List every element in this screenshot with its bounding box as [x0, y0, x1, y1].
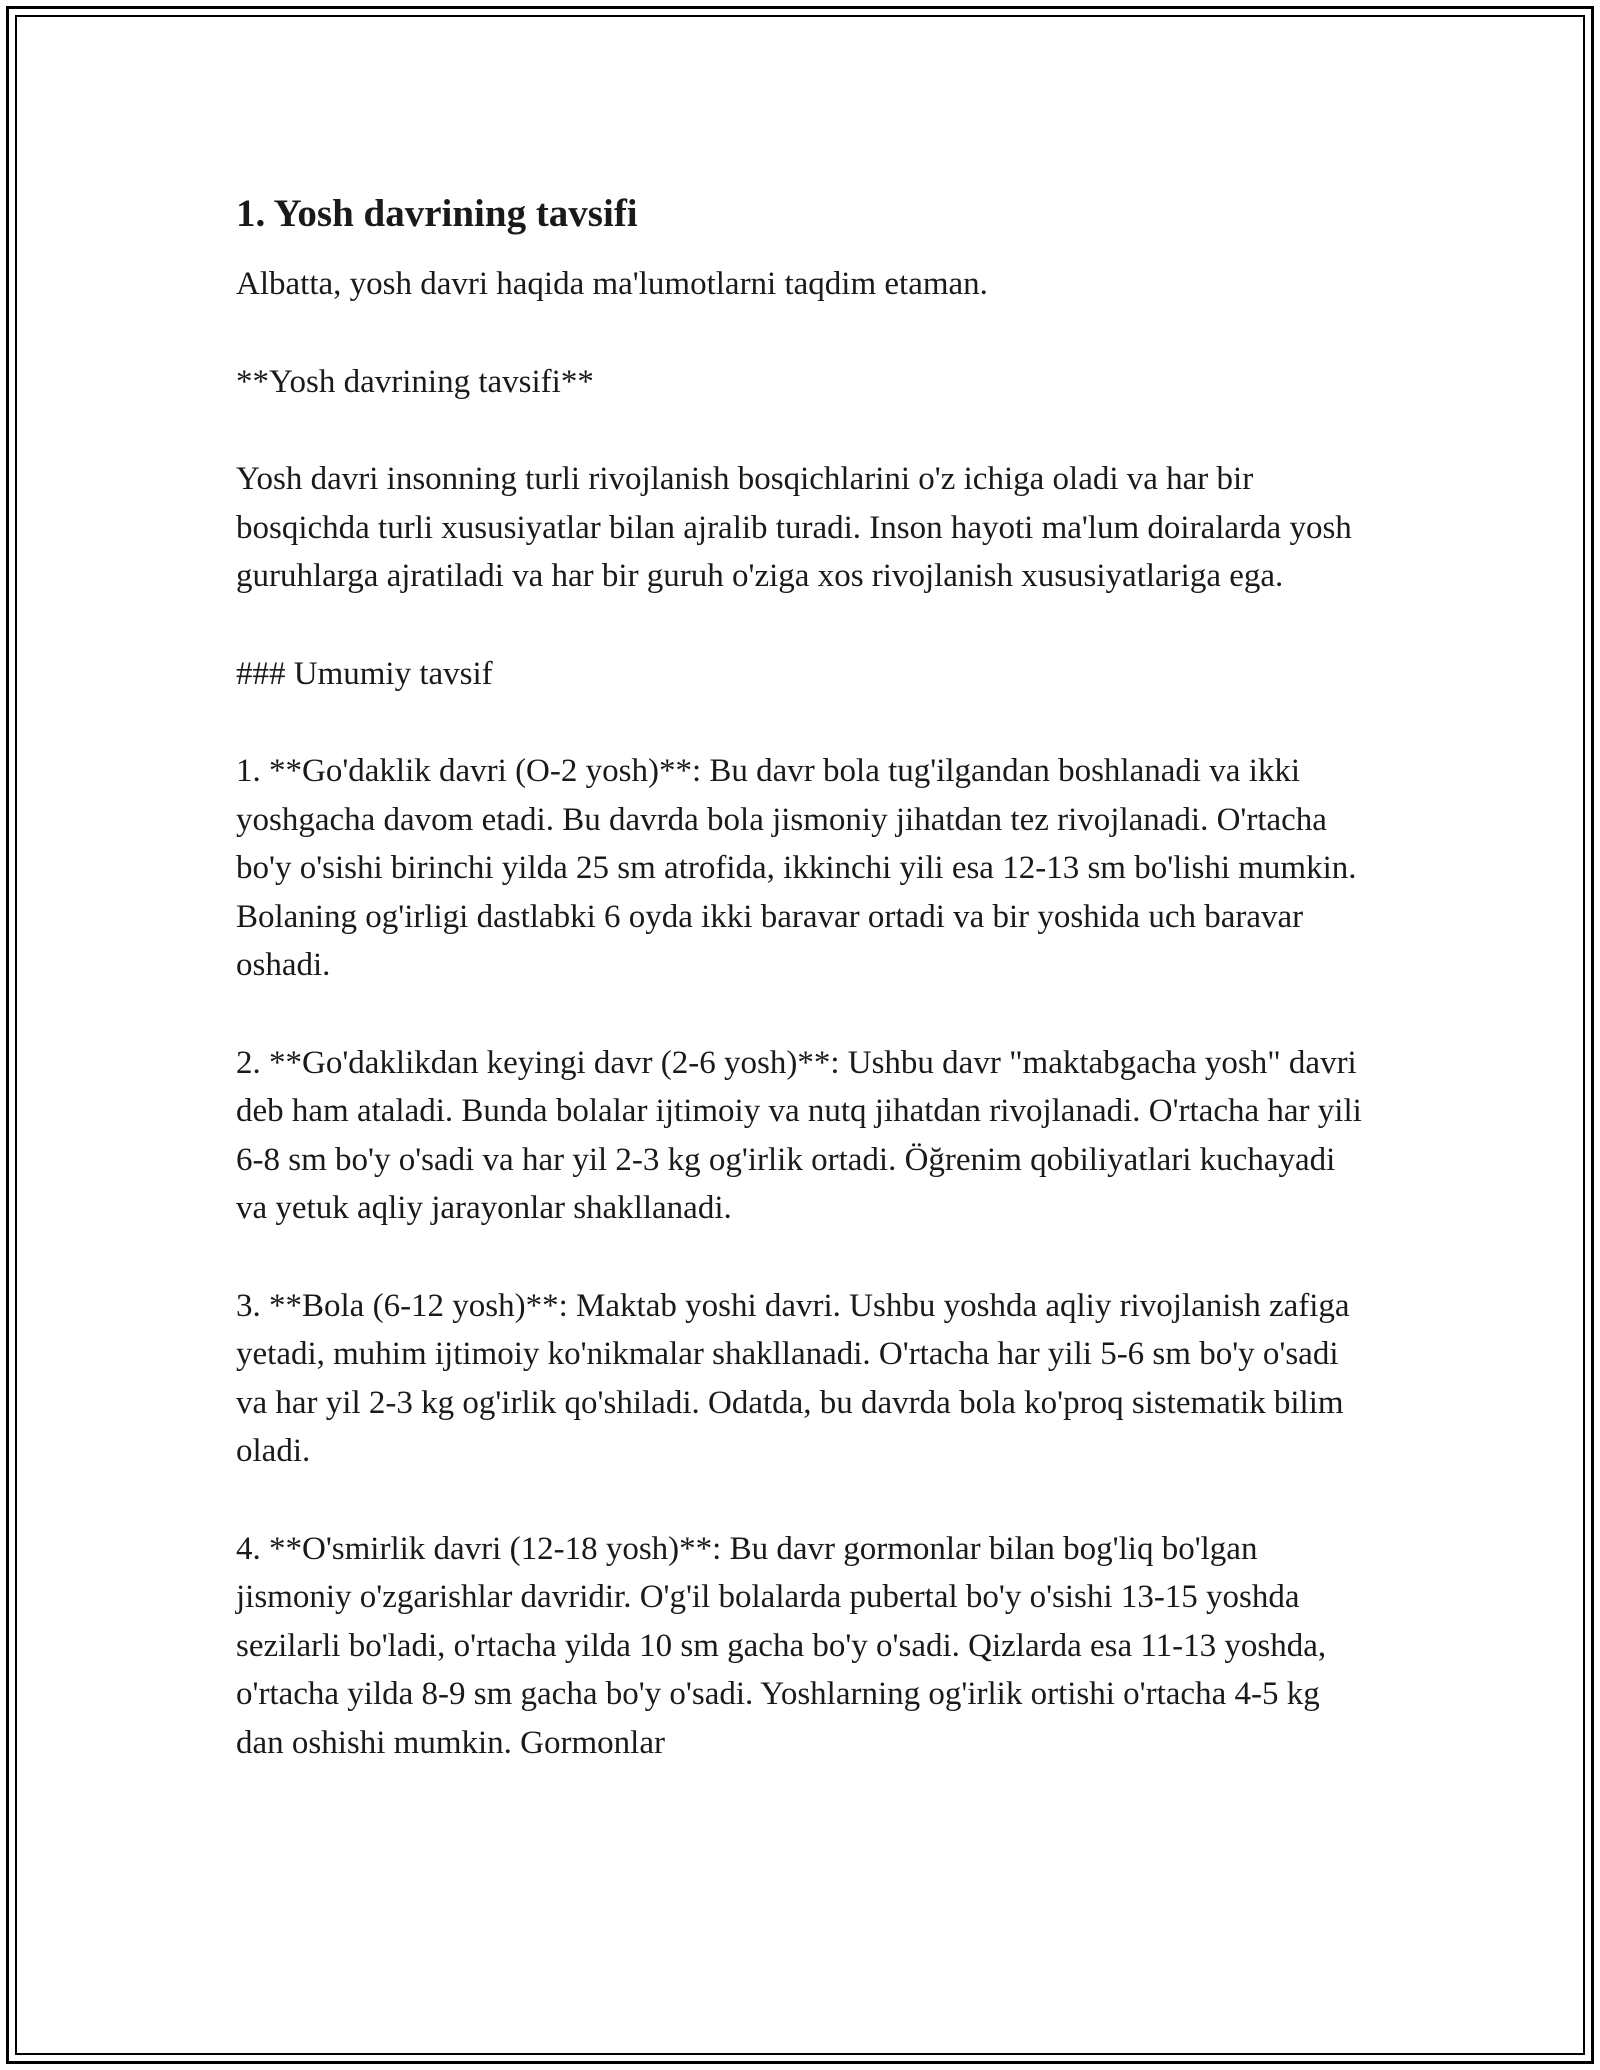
list-item-adolescence: 4. **O'smirlik davri (12-18 yosh)**: Bu davr gormonlar bilan bog'liq bo'lgan jismoniy o'zgarishlar davridir. O'g'il bolalarda pubertal bo'y o'sishi 13-15 yoshda sezilarli bo'ladi, o'rtacha yilda 10 sm gacha bo'y o'sadi. Qizlarda esa 11-13 yoshda, o'rtacha yilda 8-9 sm gacha bo'y o'sadi. Yoshlarning og'irlik ortishi o'rtacha 4-5 kg dan oshishi mumkin. Gormonlar [236, 1530, 1327, 1761]
subheading-paragraph: ### Umumiy tavsif [236, 655, 493, 692]
section-heading: 1. Yosh davrining tavsifi [236, 192, 638, 235]
subtitle-paragraph: **Yosh davrining tavsifi** [236, 363, 594, 400]
list-item-childhood: 3. **Bola (6-12 yosh)**: Maktab yoshi davri. Ushbu yoshda aqliy rivojlanish zafiga yetadi, muhim ijtimoiy ko'nikmalar shakllanadi. O'rtacha har yili 5-6 sm bo'y o'sadi va har yil 2-3 kg og'irlik qo'shiladi. Odatda, bu davrda bola ko'proq sistematik bilim oladi. [236, 1287, 1350, 1469]
document-body [236, 186, 1366, 1816]
list-item-infancy: 1. **Go'daklik davri (O-2 yosh)**: Bu davr bola tug'ilgandan boshlanadi va ikki yoshgacha davom etadi. Bu davrda bola jismoniy jihatdan tez rivojlanadi. O'rtacha bo'y o'sishi birinchi yilda 25 sm atrofida, ikkinchi yili esa 12-13 sm bo'lishi mumkin. Bolaning og'irligi dastlabki 6 oyda ikki baravar ortadi va bir yoshida uch baravar oshadi. [236, 753, 1357, 983]
list-item-early-childhood: 2. **Go'daklikdan keyingi davr (2-6 yosh)**: Ushbu davr "maktabgacha yosh" davri deb ham ataladi. Bunda bolalar ijtimoiy va nutq jihatdan rivojlanadi. O'rtacha har yili 6-8 sm bo'y o'sadi va har yil 2-3 kg og'irlik ortadi. Öğrenim qobiliyatlari kuchayadi va yetuk aqliy jarayonlar shakllanadi. [236, 1044, 1362, 1226]
intro-paragraph: Albatta, yosh davri haqida ma'lumotlarni taqdim etaman. [236, 266, 988, 302]
description-paragraph: Yosh davri insonning turli rivojlanish bosqichlarini o'z ichiga oladi va har bir bosqichda turli xususiyatlar bilan ajralib turadi. Inson hayoti ma'lum doiralarda yosh guruhlarga ajratiladi va har bir guruh o'ziga xos rivojlanish xususiyatlariga ega. [236, 461, 1352, 594]
